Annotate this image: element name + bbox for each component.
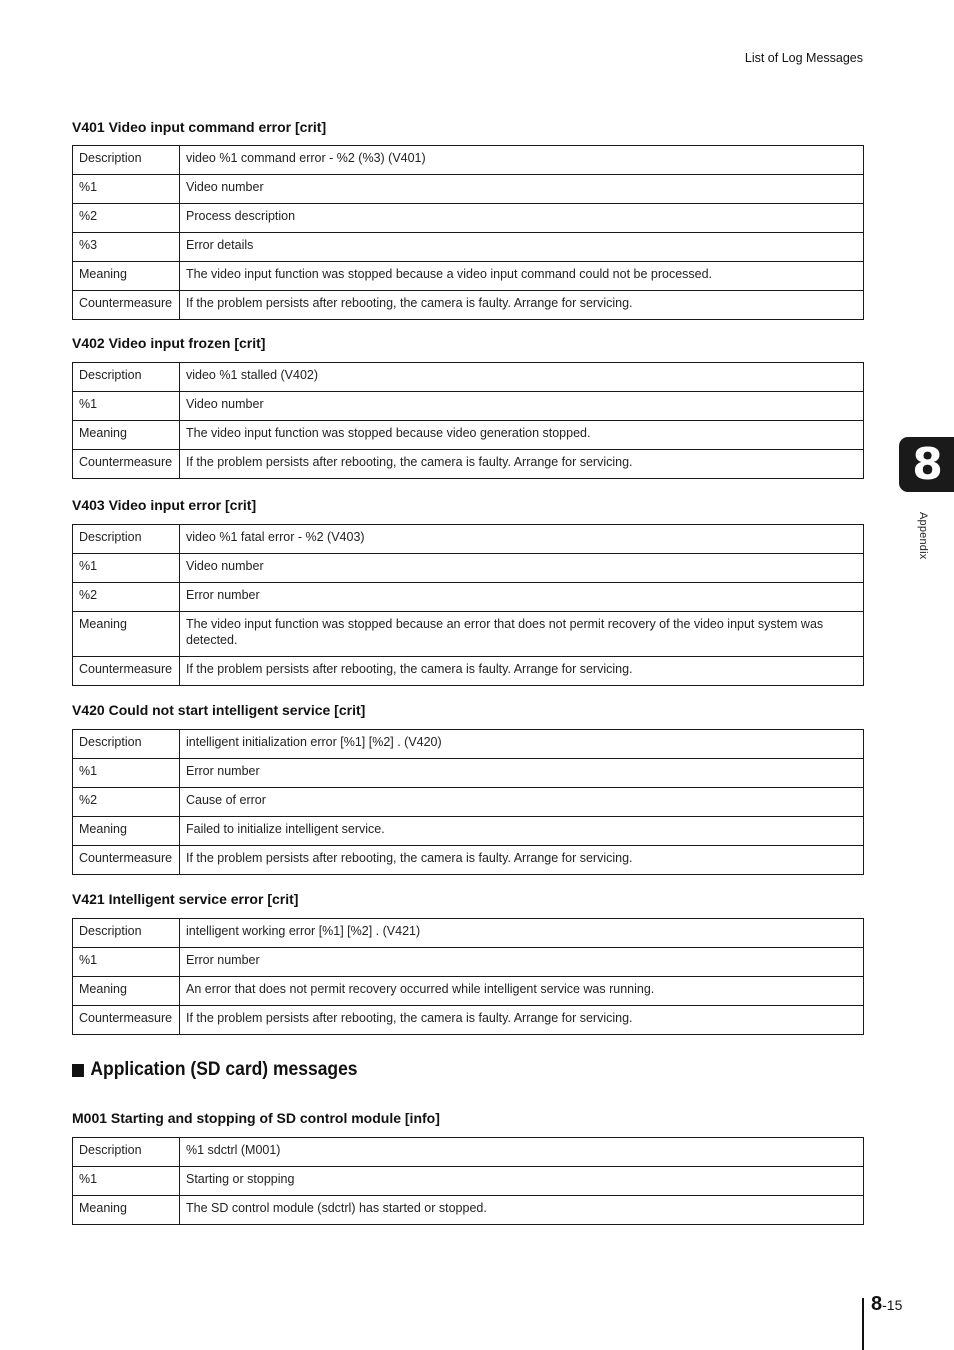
row-value: Cause of error bbox=[180, 788, 864, 817]
row-key: Description bbox=[73, 919, 180, 948]
row-value: If the problem persists after rebooting, the camera is faulty. Arrange for servicing. bbox=[180, 291, 864, 320]
table-row bbox=[73, 421, 864, 450]
table-row bbox=[73, 977, 864, 1006]
table-row bbox=[73, 657, 864, 686]
table-row bbox=[73, 175, 864, 204]
row-key: Meaning bbox=[73, 817, 180, 846]
table-row bbox=[73, 612, 864, 657]
row-value: video %1 fatal error - %2 (V403) bbox=[180, 525, 864, 554]
entry-title-v401: V401 Video input command error [crit] bbox=[72, 119, 327, 135]
page-number-chapter: 8 bbox=[871, 1293, 883, 1315]
row-key: Countermeasure bbox=[73, 846, 180, 875]
row-key: Description bbox=[73, 146, 180, 175]
row-key: %1 bbox=[73, 175, 180, 204]
row-key: Description bbox=[73, 1138, 180, 1167]
entry-title-v403: V403 Video input error [crit] bbox=[72, 497, 257, 513]
row-key: %2 bbox=[73, 788, 180, 817]
table-row bbox=[73, 730, 864, 759]
table-row bbox=[73, 583, 864, 612]
table-row bbox=[73, 291, 864, 320]
table-row bbox=[73, 233, 864, 262]
chapter-side-label: Appendix bbox=[917, 512, 929, 560]
row-value: Error number bbox=[180, 948, 864, 977]
table-row bbox=[73, 450, 864, 479]
table-row bbox=[73, 1196, 864, 1225]
section-heading bbox=[72, 1059, 358, 1081]
log-table-m001 bbox=[72, 1137, 864, 1225]
row-value: The video input function was stopped because an error that does not permit recovery of the video input system was detected. bbox=[180, 612, 864, 657]
row-key: Countermeasure bbox=[73, 657, 180, 686]
row-key: Meaning bbox=[73, 977, 180, 1006]
row-value: video %1 command error - %2 (%3) (V401) bbox=[180, 146, 864, 175]
row-key: Meaning bbox=[73, 262, 180, 291]
row-value: The video input function was stopped because a video input command could not be processed. bbox=[180, 262, 864, 291]
table-row bbox=[73, 919, 864, 948]
table-row bbox=[73, 146, 864, 175]
row-key: %2 bbox=[73, 583, 180, 612]
table-row bbox=[73, 525, 864, 554]
table-row bbox=[73, 363, 864, 392]
table-row bbox=[73, 1138, 864, 1167]
row-key: Description bbox=[73, 525, 180, 554]
log-table-v402 bbox=[72, 362, 864, 479]
row-key: %3 bbox=[73, 233, 180, 262]
page-number-rule bbox=[862, 1298, 864, 1350]
row-value: intelligent working error [%1] [%2] . (V421) bbox=[180, 919, 864, 948]
row-key: %1 bbox=[73, 948, 180, 977]
section-heading-text: Application (SD card) messages bbox=[90, 1059, 358, 1080]
row-key: %1 bbox=[73, 554, 180, 583]
table-row bbox=[73, 204, 864, 233]
chapter-tab: 8 bbox=[899, 437, 954, 492]
table-row bbox=[73, 846, 864, 875]
row-value: %1 sdctrl (M001) bbox=[180, 1138, 864, 1167]
table-row bbox=[73, 948, 864, 977]
table-row bbox=[73, 817, 864, 846]
row-key: Description bbox=[73, 730, 180, 759]
log-table-v421 bbox=[72, 918, 864, 1035]
table-row bbox=[73, 788, 864, 817]
row-key: Meaning bbox=[73, 421, 180, 450]
entry-title-v420: V420 Could not start intelligent service [crit] bbox=[72, 702, 366, 718]
table-row bbox=[73, 759, 864, 788]
row-value: Starting or stopping bbox=[180, 1167, 864, 1196]
row-key: %1 bbox=[73, 1167, 180, 1196]
row-value: video %1 stalled (V402) bbox=[180, 363, 864, 392]
row-key: %2 bbox=[73, 204, 180, 233]
row-value: Error details bbox=[180, 233, 864, 262]
row-key: %1 bbox=[73, 759, 180, 788]
row-key: Countermeasure bbox=[73, 1006, 180, 1035]
entry-title-v402: V402 Video input frozen [crit] bbox=[72, 335, 266, 351]
row-value: An error that does not permit recovery occurred while intelligent service was running. bbox=[180, 977, 864, 1006]
page-number bbox=[871, 1293, 902, 1316]
row-value: Process description bbox=[180, 204, 864, 233]
row-key: Countermeasure bbox=[73, 291, 180, 320]
row-value: If the problem persists after rebooting, the camera is faulty. Arrange for servicing. bbox=[180, 450, 864, 479]
row-value: intelligent initialization error [%1] [%2] . (V420) bbox=[180, 730, 864, 759]
log-table-v420 bbox=[72, 729, 864, 875]
entry-title-v421: V421 Intelligent service error [crit] bbox=[72, 891, 299, 907]
row-value: If the problem persists after rebooting, the camera is faulty. Arrange for servicing. bbox=[180, 846, 864, 875]
square-bullet-icon bbox=[72, 1064, 84, 1077]
table-row bbox=[73, 1167, 864, 1196]
running-header: List of Log Messages bbox=[744, 51, 863, 65]
entry-title-m001: M001 Starting and stopping of SD control module [info] bbox=[72, 1110, 440, 1126]
row-key: Meaning bbox=[73, 612, 180, 657]
row-value: Error number bbox=[180, 583, 864, 612]
row-value: The video input function was stopped because video generation stopped. bbox=[180, 421, 864, 450]
log-table-v401 bbox=[72, 145, 864, 320]
row-value: Failed to initialize intelligent service. bbox=[180, 817, 864, 846]
row-key: Countermeasure bbox=[73, 450, 180, 479]
row-value: Video number bbox=[180, 175, 864, 204]
table-row bbox=[73, 1006, 864, 1035]
row-value: If the problem persists after rebooting, the camera is faulty. Arrange for servicing. bbox=[180, 657, 864, 686]
row-value: Error number bbox=[180, 759, 864, 788]
row-value: If the problem persists after rebooting, the camera is faulty. Arrange for servicing. bbox=[180, 1006, 864, 1035]
table-row bbox=[73, 392, 864, 421]
table-row bbox=[73, 262, 864, 291]
row-key: Meaning bbox=[73, 1196, 180, 1225]
row-key: %1 bbox=[73, 392, 180, 421]
table-row bbox=[73, 554, 864, 583]
row-value: Video number bbox=[180, 554, 864, 583]
row-value: The SD control module (sdctrl) has started or stopped. bbox=[180, 1196, 864, 1225]
log-table-v403 bbox=[72, 524, 864, 686]
row-value: Video number bbox=[180, 392, 864, 421]
page-number-page: -15 bbox=[882, 1297, 903, 1313]
row-key: Description bbox=[73, 363, 180, 392]
